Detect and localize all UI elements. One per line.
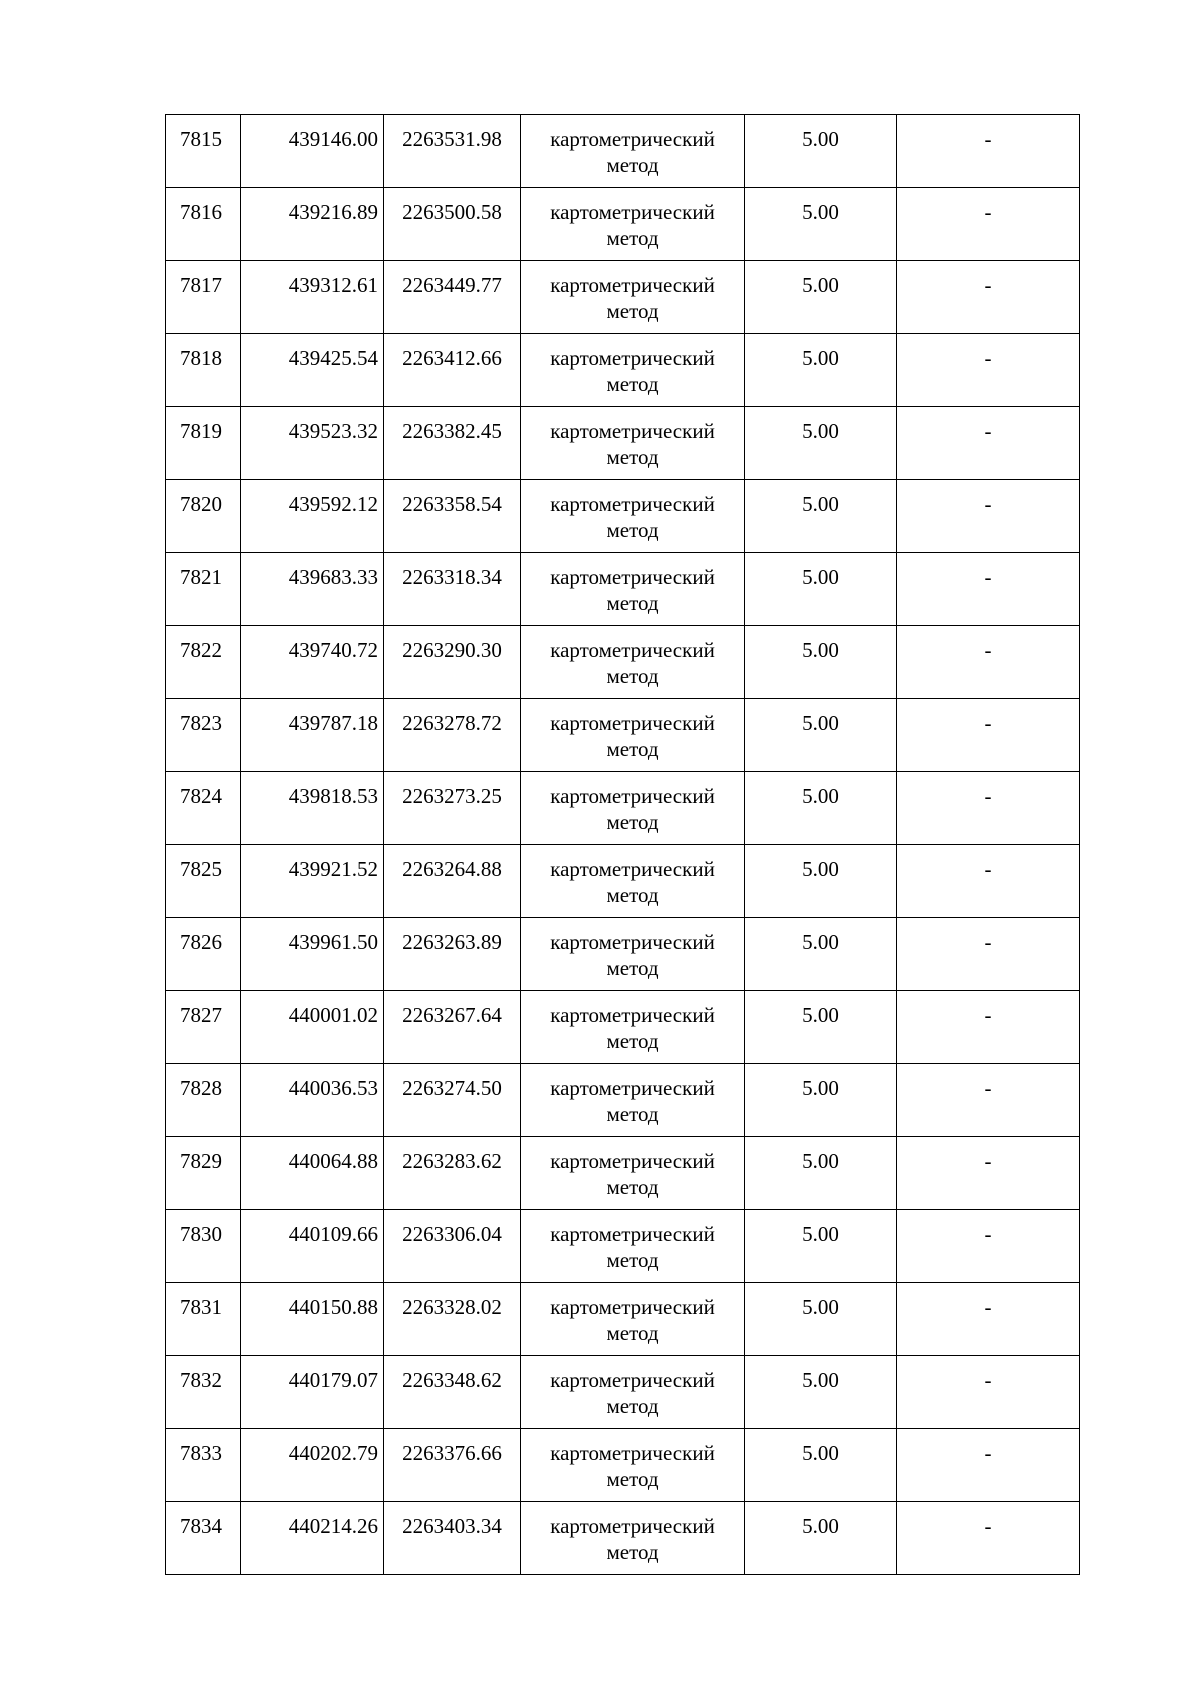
x-coordinate-cell: 439425.54 bbox=[241, 334, 384, 407]
table-row bbox=[166, 626, 1080, 699]
y-coordinate-cell: 2263500.58 bbox=[384, 188, 521, 261]
x-coordinate-cell: 440064.88 bbox=[241, 1137, 384, 1210]
accuracy-cell: 5.00 bbox=[745, 480, 897, 553]
method-cell bbox=[521, 188, 745, 261]
note-cell: - bbox=[897, 772, 1080, 845]
x-coordinate-cell: 439216.89 bbox=[241, 188, 384, 261]
x-coordinate-cell: 439312.61 bbox=[241, 261, 384, 334]
table-row bbox=[166, 772, 1080, 845]
method-text-line1: картометрический bbox=[550, 1149, 715, 1173]
y-coordinate-cell: 2263264.88 bbox=[384, 845, 521, 918]
table-row bbox=[166, 1064, 1080, 1137]
note-cell: - bbox=[897, 1137, 1080, 1210]
y-coordinate-cell: 2263278.72 bbox=[384, 699, 521, 772]
x-coordinate-cell: 440214.26 bbox=[241, 1502, 384, 1575]
accuracy-cell: 5.00 bbox=[745, 991, 897, 1064]
accuracy-cell: 5.00 bbox=[745, 699, 897, 772]
x-coordinate-cell: 439818.53 bbox=[241, 772, 384, 845]
point-number-cell: 7823 bbox=[166, 699, 241, 772]
y-coordinate-cell: 2263306.04 bbox=[384, 1210, 521, 1283]
method-text-line1: картометрический bbox=[550, 638, 715, 662]
table-row bbox=[166, 188, 1080, 261]
y-coordinate-cell: 2263273.25 bbox=[384, 772, 521, 845]
x-coordinate-cell: 439592.12 bbox=[241, 480, 384, 553]
table-row bbox=[166, 334, 1080, 407]
point-number-cell: 7819 bbox=[166, 407, 241, 480]
point-number-cell: 7826 bbox=[166, 918, 241, 991]
method-cell bbox=[521, 407, 745, 480]
accuracy-cell: 5.00 bbox=[745, 918, 897, 991]
point-number-cell: 7827 bbox=[166, 991, 241, 1064]
note-cell: - bbox=[897, 480, 1080, 553]
method-text-line2: метод bbox=[606, 226, 659, 250]
table-row bbox=[166, 1502, 1080, 1575]
accuracy-cell: 5.00 bbox=[745, 334, 897, 407]
method-cell bbox=[521, 1356, 745, 1429]
point-number-cell: 7831 bbox=[166, 1283, 241, 1356]
method-cell bbox=[521, 918, 745, 991]
point-number-cell: 7829 bbox=[166, 1137, 241, 1210]
method-text-line2: метод bbox=[606, 664, 659, 688]
y-coordinate-cell: 2263267.64 bbox=[384, 991, 521, 1064]
method-cell bbox=[521, 772, 745, 845]
method-cell bbox=[521, 991, 745, 1064]
method-text-line1: картометрический bbox=[550, 711, 715, 735]
method-text-line1: картометрический bbox=[550, 1222, 715, 1246]
table-row bbox=[166, 480, 1080, 553]
note-cell: - bbox=[897, 1064, 1080, 1137]
accuracy-cell: 5.00 bbox=[745, 1210, 897, 1283]
y-coordinate-cell: 2263382.45 bbox=[384, 407, 521, 480]
method-text-line1: картометрический bbox=[550, 419, 715, 443]
method-cell bbox=[521, 1502, 745, 1575]
method-text-line1: картометрический bbox=[550, 492, 715, 516]
method-text-line2: метод bbox=[606, 1394, 659, 1418]
method-cell bbox=[521, 115, 745, 188]
accuracy-cell: 5.00 bbox=[745, 407, 897, 480]
y-coordinate-cell: 2263263.89 bbox=[384, 918, 521, 991]
method-text-line1: картометрический bbox=[550, 857, 715, 881]
point-number-cell: 7833 bbox=[166, 1429, 241, 1502]
y-coordinate-cell: 2263283.62 bbox=[384, 1137, 521, 1210]
method-text-line2: метод bbox=[606, 737, 659, 761]
table-row bbox=[166, 1137, 1080, 1210]
method-text-line2: метод bbox=[606, 1248, 659, 1272]
y-coordinate-cell: 2263376.66 bbox=[384, 1429, 521, 1502]
table-row bbox=[166, 1356, 1080, 1429]
coordinates-table bbox=[165, 114, 1080, 1575]
method-text-line2: метод bbox=[606, 1467, 659, 1491]
method-text-line2: метод bbox=[606, 1102, 659, 1126]
note-cell: - bbox=[897, 1210, 1080, 1283]
method-cell bbox=[521, 699, 745, 772]
note-cell: - bbox=[897, 1356, 1080, 1429]
method-text-line1: картометрический bbox=[550, 784, 715, 808]
method-text-line1: картометрический bbox=[550, 127, 715, 151]
method-text-line2: метод bbox=[606, 956, 659, 980]
table-row bbox=[166, 1283, 1080, 1356]
note-cell: - bbox=[897, 553, 1080, 626]
accuracy-cell: 5.00 bbox=[745, 1429, 897, 1502]
method-cell bbox=[521, 1429, 745, 1502]
x-coordinate-cell: 440179.07 bbox=[241, 1356, 384, 1429]
accuracy-cell: 5.00 bbox=[745, 845, 897, 918]
accuracy-cell: 5.00 bbox=[745, 772, 897, 845]
note-cell: - bbox=[897, 699, 1080, 772]
y-coordinate-cell: 2263531.98 bbox=[384, 115, 521, 188]
table-row bbox=[166, 1429, 1080, 1502]
x-coordinate-cell: 440036.53 bbox=[241, 1064, 384, 1137]
note-cell: - bbox=[897, 1429, 1080, 1502]
point-number-cell: 7830 bbox=[166, 1210, 241, 1283]
table-row bbox=[166, 261, 1080, 334]
table-row bbox=[166, 845, 1080, 918]
point-number-cell: 7817 bbox=[166, 261, 241, 334]
accuracy-cell: 5.00 bbox=[745, 115, 897, 188]
x-coordinate-cell: 440109.66 bbox=[241, 1210, 384, 1283]
table-row bbox=[166, 991, 1080, 1064]
table-row bbox=[166, 1210, 1080, 1283]
accuracy-cell: 5.00 bbox=[745, 626, 897, 699]
x-coordinate-cell: 439961.50 bbox=[241, 918, 384, 991]
x-coordinate-cell: 439740.72 bbox=[241, 626, 384, 699]
point-number-cell: 7820 bbox=[166, 480, 241, 553]
accuracy-cell: 5.00 bbox=[745, 188, 897, 261]
table-row bbox=[166, 553, 1080, 626]
accuracy-cell: 5.00 bbox=[745, 1137, 897, 1210]
x-coordinate-cell: 439921.52 bbox=[241, 845, 384, 918]
method-text-line1: картометрический bbox=[550, 1368, 715, 1392]
method-text-line1: картометрический bbox=[550, 1514, 715, 1538]
method-text-line1: картометрический bbox=[550, 273, 715, 297]
y-coordinate-cell: 2263274.50 bbox=[384, 1064, 521, 1137]
note-cell: - bbox=[897, 407, 1080, 480]
method-cell bbox=[521, 334, 745, 407]
note-cell: - bbox=[897, 845, 1080, 918]
x-coordinate-cell: 440001.02 bbox=[241, 991, 384, 1064]
method-cell bbox=[521, 1137, 745, 1210]
y-coordinate-cell: 2263412.66 bbox=[384, 334, 521, 407]
method-text-line2: метод bbox=[606, 1321, 659, 1345]
note-cell: - bbox=[897, 188, 1080, 261]
method-cell bbox=[521, 553, 745, 626]
accuracy-cell: 5.00 bbox=[745, 1356, 897, 1429]
table-body bbox=[166, 115, 1080, 1575]
table-row bbox=[166, 115, 1080, 188]
point-number-cell: 7821 bbox=[166, 553, 241, 626]
x-coordinate-cell: 439146.00 bbox=[241, 115, 384, 188]
note-cell: - bbox=[897, 261, 1080, 334]
x-coordinate-cell: 439683.33 bbox=[241, 553, 384, 626]
method-cell bbox=[521, 845, 745, 918]
method-text-line1: картометрический bbox=[550, 565, 715, 589]
method-text-line2: метод bbox=[606, 518, 659, 542]
point-number-cell: 7824 bbox=[166, 772, 241, 845]
point-number-cell: 7822 bbox=[166, 626, 241, 699]
note-cell: - bbox=[897, 626, 1080, 699]
note-cell: - bbox=[897, 918, 1080, 991]
y-coordinate-cell: 2263348.62 bbox=[384, 1356, 521, 1429]
point-number-cell: 7832 bbox=[166, 1356, 241, 1429]
y-coordinate-cell: 2263290.30 bbox=[384, 626, 521, 699]
accuracy-cell: 5.00 bbox=[745, 1283, 897, 1356]
method-text-line2: метод bbox=[606, 1175, 659, 1199]
point-number-cell: 7825 bbox=[166, 845, 241, 918]
point-number-cell: 7815 bbox=[166, 115, 241, 188]
method-text-line2: метод bbox=[606, 1029, 659, 1053]
method-text-line1: картометрический bbox=[550, 200, 715, 224]
y-coordinate-cell: 2263403.34 bbox=[384, 1502, 521, 1575]
method-text-line1: картометрический bbox=[550, 1441, 715, 1465]
method-cell bbox=[521, 1210, 745, 1283]
point-number-cell: 7834 bbox=[166, 1502, 241, 1575]
table-row bbox=[166, 918, 1080, 991]
x-coordinate-cell: 439523.32 bbox=[241, 407, 384, 480]
y-coordinate-cell: 2263358.54 bbox=[384, 480, 521, 553]
note-cell: - bbox=[897, 1283, 1080, 1356]
accuracy-cell: 5.00 bbox=[745, 1064, 897, 1137]
method-cell bbox=[521, 1283, 745, 1356]
method-text-line1: картометрический bbox=[550, 1076, 715, 1100]
table-row bbox=[166, 407, 1080, 480]
point-number-cell: 7818 bbox=[166, 334, 241, 407]
x-coordinate-cell: 440202.79 bbox=[241, 1429, 384, 1502]
method-cell bbox=[521, 480, 745, 553]
method-text-line1: картометрический bbox=[550, 930, 715, 954]
point-number-cell: 7816 bbox=[166, 188, 241, 261]
method-text-line2: метод bbox=[606, 810, 659, 834]
accuracy-cell: 5.00 bbox=[745, 1502, 897, 1575]
method-text-line1: картометрический bbox=[550, 346, 715, 370]
accuracy-cell: 5.00 bbox=[745, 553, 897, 626]
table-row bbox=[166, 699, 1080, 772]
method-cell bbox=[521, 261, 745, 334]
y-coordinate-cell: 2263318.34 bbox=[384, 553, 521, 626]
note-cell: - bbox=[897, 334, 1080, 407]
method-text-line2: метод bbox=[606, 883, 659, 907]
y-coordinate-cell: 2263328.02 bbox=[384, 1283, 521, 1356]
method-text-line2: метод bbox=[606, 153, 659, 177]
note-cell: - bbox=[897, 1502, 1080, 1575]
method-text-line2: метод bbox=[606, 372, 659, 396]
method-text-line2: метод bbox=[606, 445, 659, 469]
method-text-line2: метод bbox=[606, 1540, 659, 1564]
x-coordinate-cell: 439787.18 bbox=[241, 699, 384, 772]
method-text-line2: метод bbox=[606, 299, 659, 323]
method-text-line1: картометрический bbox=[550, 1003, 715, 1027]
method-text-line2: метод bbox=[606, 591, 659, 615]
method-cell bbox=[521, 626, 745, 699]
x-coordinate-cell: 440150.88 bbox=[241, 1283, 384, 1356]
accuracy-cell: 5.00 bbox=[745, 261, 897, 334]
point-number-cell: 7828 bbox=[166, 1064, 241, 1137]
note-cell: - bbox=[897, 115, 1080, 188]
y-coordinate-cell: 2263449.77 bbox=[384, 261, 521, 334]
method-text-line1: картометрический bbox=[550, 1295, 715, 1319]
note-cell: - bbox=[897, 991, 1080, 1064]
method-cell bbox=[521, 1064, 745, 1137]
